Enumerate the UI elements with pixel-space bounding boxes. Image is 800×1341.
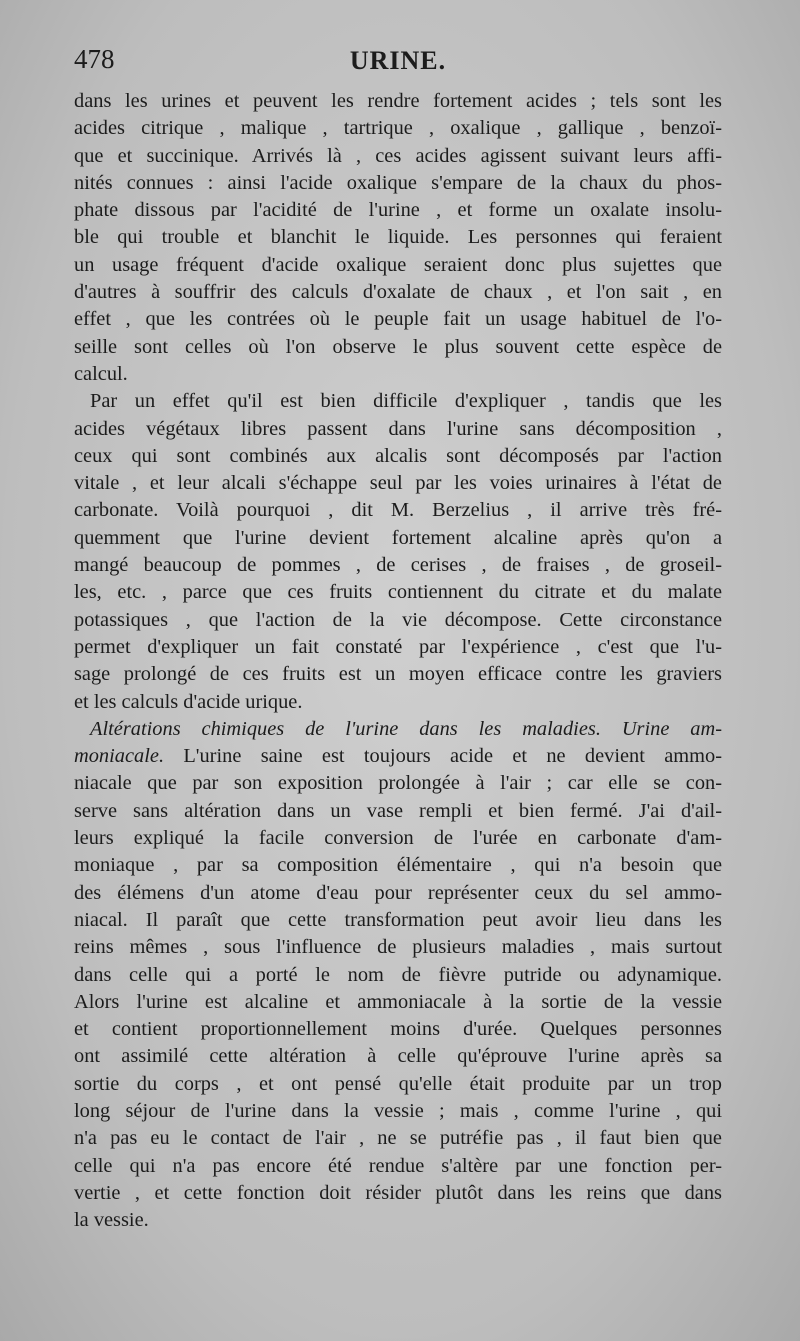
text-line: effet , que les contrées où le peuple fait un usage habituel de l'o- [74,308,722,331]
page-number: 478 [74,44,115,74]
section-heading-continued: moniacale. [74,745,165,768]
text-line: la vessie. [74,1209,149,1232]
text-line: des élémens d'un atome d'eau pour représenter ceux du sel ammo- [74,881,722,904]
page-header [74,44,722,84]
text-line: dans les urines et peuvent les rendre fortement acides ; tels sont les [74,90,722,112]
text-line: calcul. [74,362,128,385]
text-line: Par un effet qu'il est bien difficile d'expliquer , tandis que les [90,390,722,413]
text-line: vertie , et cette fonction doit résider plutôt dans les reins que dans [74,1181,722,1204]
text-line: n'a pas eu le contact de l'air , ne se putréfie pas , il faut bien que [74,1127,722,1150]
text-line: ceux qui sont combinés aux alcalis sont décomposés par l'action [74,444,722,467]
text-line: long séjour de l'urine dans la vessie ; mais , comme l'urine , qui [74,1099,722,1122]
text-line: Alors l'urine est alcaline et ammoniacale à la sortie de la vessie [74,990,722,1013]
text-line: potassiques , que l'action de la vie décompose. Cette circonstance [74,608,722,631]
text-line: nités connues : ainsi l'acide oxalique s'empare de la chaux du phos- [74,171,722,194]
text-line: un usage fréquent d'acide oxalique seraient donc plus sujettes que [74,253,722,276]
text-line: celle qui n'a pas encore été rendue s'altère par une fonction per- [74,1154,722,1177]
text-line: phate dissous par l'acidité de l'urine , et forme un oxalate insolu- [74,199,722,222]
text-line: quemment que l'urine devient fortement alcaline après qu'on a [74,526,722,549]
text-line: seille sont celles où l'on observe le plus souvent cette espèce de [74,335,722,358]
text-line [74,743,722,770]
text-line: niacal. Il paraît que cette transformation peut avoir lieu dans les [74,908,722,931]
text-line: et les calculs d'acide urique. [74,690,303,713]
text-line: sage prolongé de ces fruits est un moyen efficace contre les graviers [74,663,722,686]
text-line: ble qui trouble et blanchit le liquide. Les personnes qui feraient [74,226,722,249]
text-line: serve sans altération dans un vase rempli et bien fermé. J'ai d'ail- [74,799,722,822]
text-line: sortie du corps , et ont pensé qu'elle était produite par un trop [74,1072,722,1095]
text-line: acides citrique , malique , tartrique , oxalique , gallique , benzoï- [74,117,722,140]
text-line: leurs expliqué la facile conversion de l'urée en carbonate d'am- [74,827,722,850]
text-line: permet d'expliquer un fait constaté par l'expérience , c'est que l'u- [74,635,722,658]
text-line: dans celle qui a porté le nom de fièvre putride ou adynamique. [74,963,722,986]
text-line: acides végétaux libres passent dans l'urine sans décomposition , [74,417,722,440]
text-line: niacale que par son exposition prolongée à l'air ; car elle se con- [74,772,722,795]
running-title: URINE. [349,46,447,75]
text-line: vitale , et leur alcali s'échappe seul par les voies urinaires à l'état de [74,472,722,495]
text-line: mangé beaucoup de pommes , de cerises , de fraises , de groseil- [74,554,722,577]
text-line: les, etc. , parce que ces fruits contiennent du citrate et du malate [74,581,722,604]
text-line: reins mêmes , sous l'influence de plusieurs maladies , mais surtout [74,936,722,959]
text-line: ont assimilé cette altération à celle qu'éprouve l'urine après sa [74,1045,722,1068]
text-line: d'autres à souffrir des calculs d'oxalate de chaux , et l'on sait , en [74,281,722,304]
body-text [74,88,722,1234]
text-line: carbonate. Voilà pourquoi , dit M. Berzelius , il arrive très fré- [74,499,722,522]
text-line: moniaque , par sa composition élémentaire , qui n'a besoin que [74,854,722,877]
text-line: et contient proportionnellement moins d'urée. Quelques personnes [74,1018,722,1041]
section-heading: Altérations chimiques de l'urine dans les maladies. Urine am- [90,717,722,740]
text-segment: L'urine saine est toujours acide et ne devient ammo- [164,745,722,768]
text-line: que et succinique. Arrivés là , ces acides agissent suivant leurs affi- [74,144,722,167]
